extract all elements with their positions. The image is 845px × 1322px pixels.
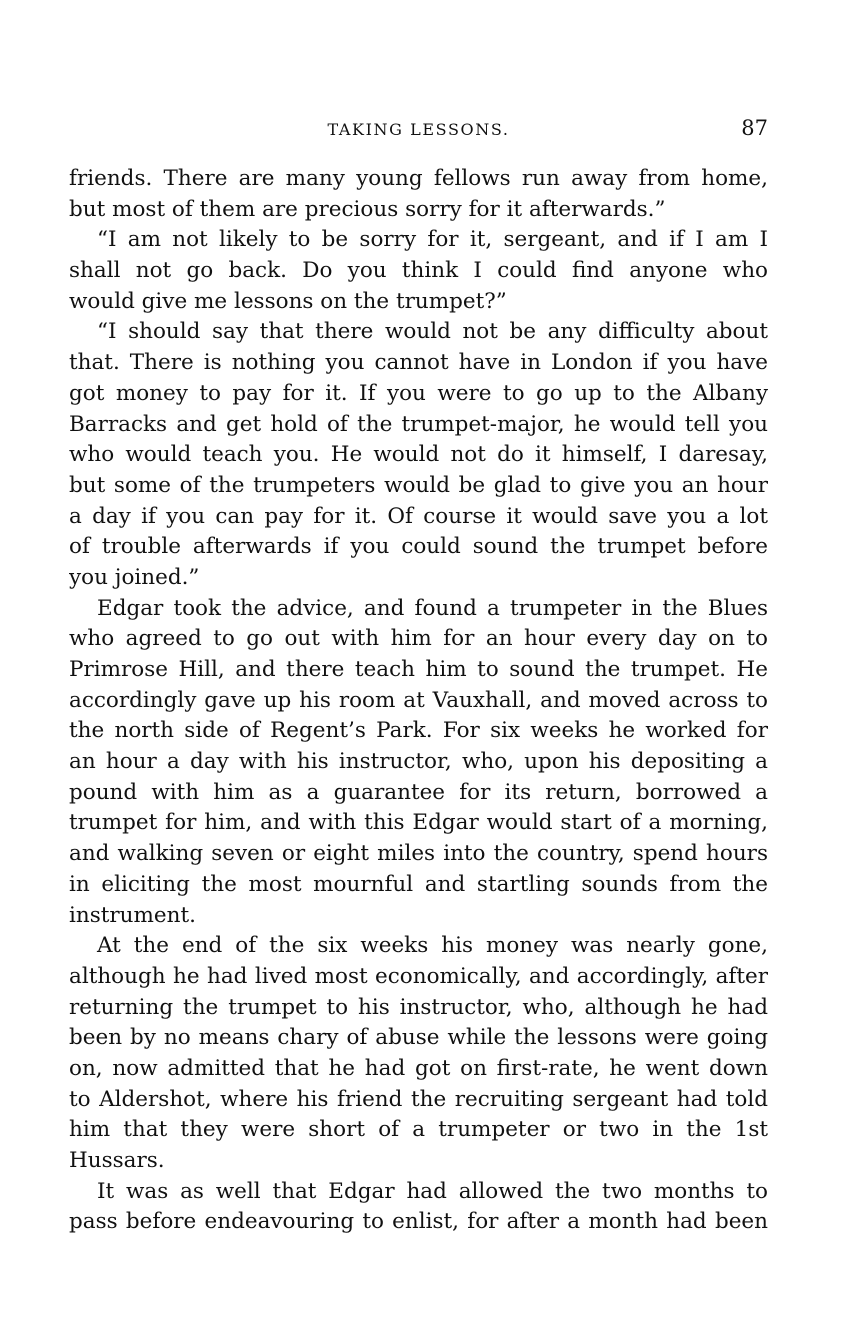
text-line: who would teach you. He would not do it himself, I daresay, [69,442,768,468]
body-text [69,164,768,1238]
text-line: an hour a day with his instructor, who, upon his depositing a [69,749,768,775]
text-line: got money to pay for it. If you were to go up to the Albany [69,380,768,406]
text-line: Edgar took the advice, and found a trumpeter in the Blues [97,595,768,621]
text-line: in eliciting the most mournful and startling sounds from the [69,871,768,897]
page-number: 87 [741,116,768,140]
text-line: “I am not likely to be sorry for it, sergeant, and if I am I [97,227,768,253]
text-line: but most of them are precious sorry for it afterwards.” [69,196,666,222]
text-line: Barracks and get hold of the trumpet-major, he would tell you [69,411,768,437]
text-line: accordingly gave up his room at Vauxhall, and moved across to [69,687,768,713]
text-line: would give me lessons on the trumpet?” [69,288,507,314]
text-line: Hussars. [69,1148,165,1173]
text-line: It was as well that Edgar had allowed the two months to [97,1178,768,1204]
text-line: pound with him as a guarantee for its return, borrowed a [69,779,768,805]
text-line: Primrose Hill, and there teach him to sound the trumpet. He [69,657,768,682]
text-line: but some of the trumpeters would be glad to give you an hour [69,472,768,498]
text-line: although he had lived most economically, and accordingly, after [69,963,768,989]
text-line: instrument. [69,902,196,928]
running-header [69,116,768,146]
text-line: him that they were short of a trumpeter or two in the 1st [69,1117,768,1143]
text-line: the north side of Regent’s Park. For six weeks he worked for [69,718,768,744]
text-line: on, now admitted that he had got on first-rate, he went down [69,1055,768,1081]
text-line: friends. There are many young fellows run away from home, [69,166,768,191]
text-line: you joined.” [69,564,200,590]
text-line: that. There is nothing you cannot have in London if you have [69,350,768,376]
text-line: a day if you can pay for it. Of course it would save you a lot [69,503,768,529]
text-line: and walking seven or eight miles into the country, spend hours [69,841,768,867]
text-line: of trouble afterwards if you could sound the trumpet before [69,534,768,560]
running-title: TAKING LESSONS. [327,120,510,139]
text-line: shall not go back. Do you think I could find anyone who [69,258,768,284]
text-line: “I should say that there would not be any difficulty about [97,319,768,345]
text-line: to Aldershot, where his friend the recruiting sergeant had told [69,1086,768,1112]
text-line: returning the trumpet to his instructor, who, although he had [69,994,768,1020]
text-line: At the end of the six weeks his money was nearly gone, [97,933,768,959]
text-line: pass before endeavouring to enlist, for after a month had been [69,1209,768,1235]
text-line: trumpet for him, and with this Edgar would start of a morning, [69,810,768,836]
text-line: been by no means chary of abuse while the lessons were going [69,1025,768,1051]
text-line: who agreed to go out with him for an hour every day on to [69,626,768,652]
